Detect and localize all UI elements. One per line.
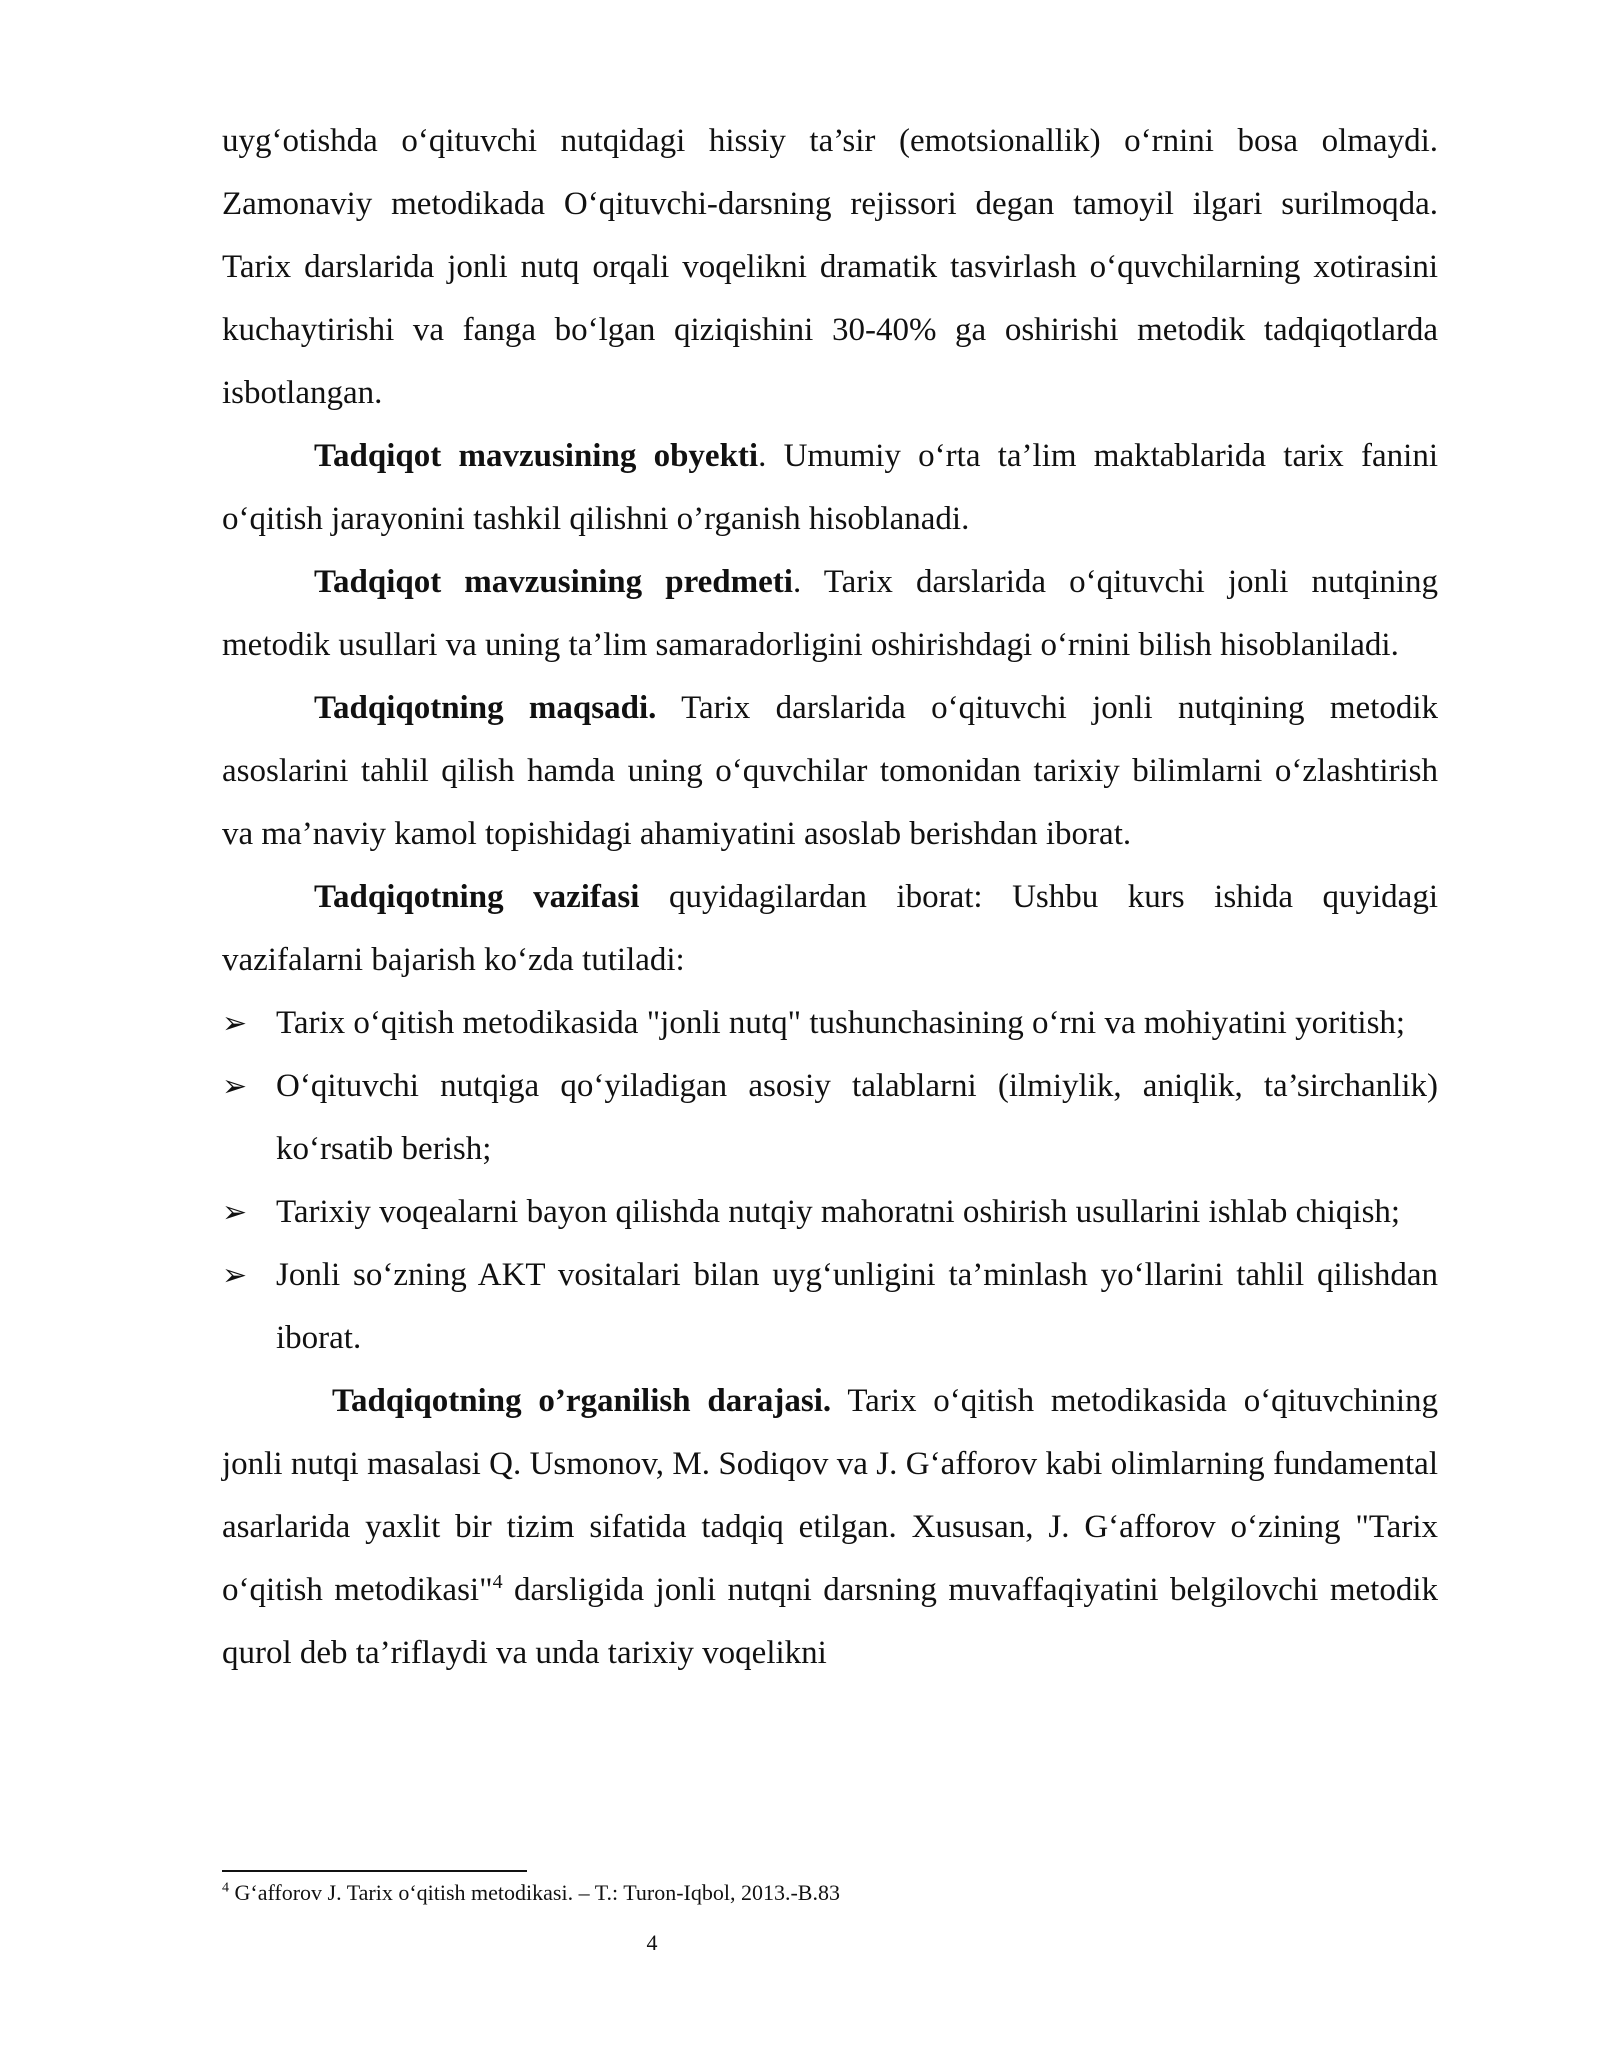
list-item bbox=[222, 1055, 1438, 1181]
text-research-subject: . Tarix darslarida o‘qituvchi jonli nutqining metodik usullari va uning ta’lim samaradorligini oshirishdagi o‘rnini bilish hisoblaniladi. bbox=[222, 564, 1438, 663]
heading-research-object: Tadqiqot mavzusining obyekti bbox=[314, 438, 759, 474]
task-list bbox=[222, 992, 1438, 1370]
paragraph-research-subject bbox=[222, 551, 1438, 677]
footnote-reference[interactable]: 4 bbox=[492, 1571, 503, 1593]
footnote-separator bbox=[222, 1870, 527, 1872]
arrow-bullet-icon: ➢ bbox=[222, 1195, 248, 1230]
heading-research-tasks: Tadqiqotning vazifasi bbox=[314, 879, 640, 915]
list-item-text: Jonli so‘zning AKT vositalari bilan uyg‘unligini ta’minlash yo‘llarini tahlil qilishdan iborat. bbox=[276, 1257, 1438, 1356]
paragraph-research-goal bbox=[222, 677, 1438, 866]
arrow-bullet-icon: ➢ bbox=[222, 1069, 248, 1104]
list-item bbox=[222, 1244, 1438, 1370]
text-research-tasks: quyidagilardan iborat: Ushbu kurs ishida quyidagi vazifalarni bajarish ko‘zda tutiladi: bbox=[222, 879, 1438, 978]
arrow-bullet-icon: ➢ bbox=[222, 1258, 248, 1293]
paragraph-research-tasks bbox=[222, 866, 1438, 992]
text-research-goal: Tarix darslarida o‘qituvchi jonli nutqining metodik asoslarini tahlil qilish hamda uning o‘quvchilar tomonidan tarixiy bilimlarni o‘zlashtirish va ma’naviy kamol topishidagi ahamiyatini asoslab berishdan iborat. bbox=[222, 690, 1438, 852]
page-number: 4 bbox=[646, 1930, 658, 1955]
list-item-text: Tarix o‘qitish metodikasida "jonli nutq" tushunchasining o‘rni va mohiyatini yoritish; bbox=[276, 1005, 1406, 1041]
text-research-level-cont: darsligida jonli nutqni darsning muvaffaqiyatini belgilovchi metodik qurol deb ta’riflaydi va unda tarixiy voqelikni bbox=[222, 1572, 1439, 1671]
page-body bbox=[222, 110, 1438, 1685]
heading-research-goal: Tadqiqotning maqsadi. bbox=[314, 690, 657, 726]
list-item bbox=[222, 1181, 1438, 1244]
list-item-text: Tarixiy voqealarni bayon qilishda nutqiy mahoratni oshirish usullarini ishlab chiqish; bbox=[276, 1194, 1401, 1230]
heading-research-level: Tadqiqotning o’rganilish darajasi. bbox=[332, 1383, 832, 1419]
footnote-text: G‘afforov J. Tarix o‘qitish metodikasi. – T.: Turon-Iqbol, 2013.-B.83 bbox=[229, 1880, 840, 1905]
heading-research-subject: Tadqiqot mavzusining predmeti bbox=[314, 564, 793, 600]
paragraph-intro: uyg‘otishda o‘qituvchi nutqidagi hissiy ta’sir (emotsionallik) o‘rnini bosa olmaydi. Zamonaviy metodikada O‘qituvchi-darsning rejissori degan tamoyil ilgari surilmoqda. Tarix darslarida jonli nutq orqali voqelikni dramatik tasvirlash o‘quvchilarning xotirasini kuchaytirishi va fanga bo‘lgan qiziqishini 30-40% ga oshirishi metodik tadqiqotlarda isbotlangan. bbox=[222, 123, 1438, 411]
footnote-number: 4 bbox=[222, 1880, 229, 1896]
arrow-bullet-icon: ➢ bbox=[222, 1006, 248, 1041]
paragraph-research-object bbox=[222, 425, 1438, 551]
list-item bbox=[222, 992, 1438, 1055]
list-item-text: O‘qituvchi nutqiga qo‘yiladigan asosiy talablarni (ilmiylik, aniqlik, ta’sirchanlik) ko‘rsatib berish; bbox=[276, 1068, 1438, 1167]
footnote bbox=[222, 1878, 840, 1908]
text-research-object: . Umumiy o‘rta ta’lim maktablarida tarix fanini o‘qitish jarayonini tashkil qilishni o’rganish hisoblanadi. bbox=[222, 438, 1438, 537]
paragraph-research-level bbox=[222, 1370, 1438, 1685]
text-research-level: Tarix o‘qitish metodikasida o‘qituvchining jonli nutqi masalasi Q. Usmonov, M. Sodiqov va J. G‘afforov kabi olimlarning fundamental asarlarida yaxlit bir tizim sifatida tadqiq etilgan. Xususan, J. G‘afforov o‘zining "Tarix o‘qitish metodikasi" bbox=[222, 1383, 1438, 1608]
